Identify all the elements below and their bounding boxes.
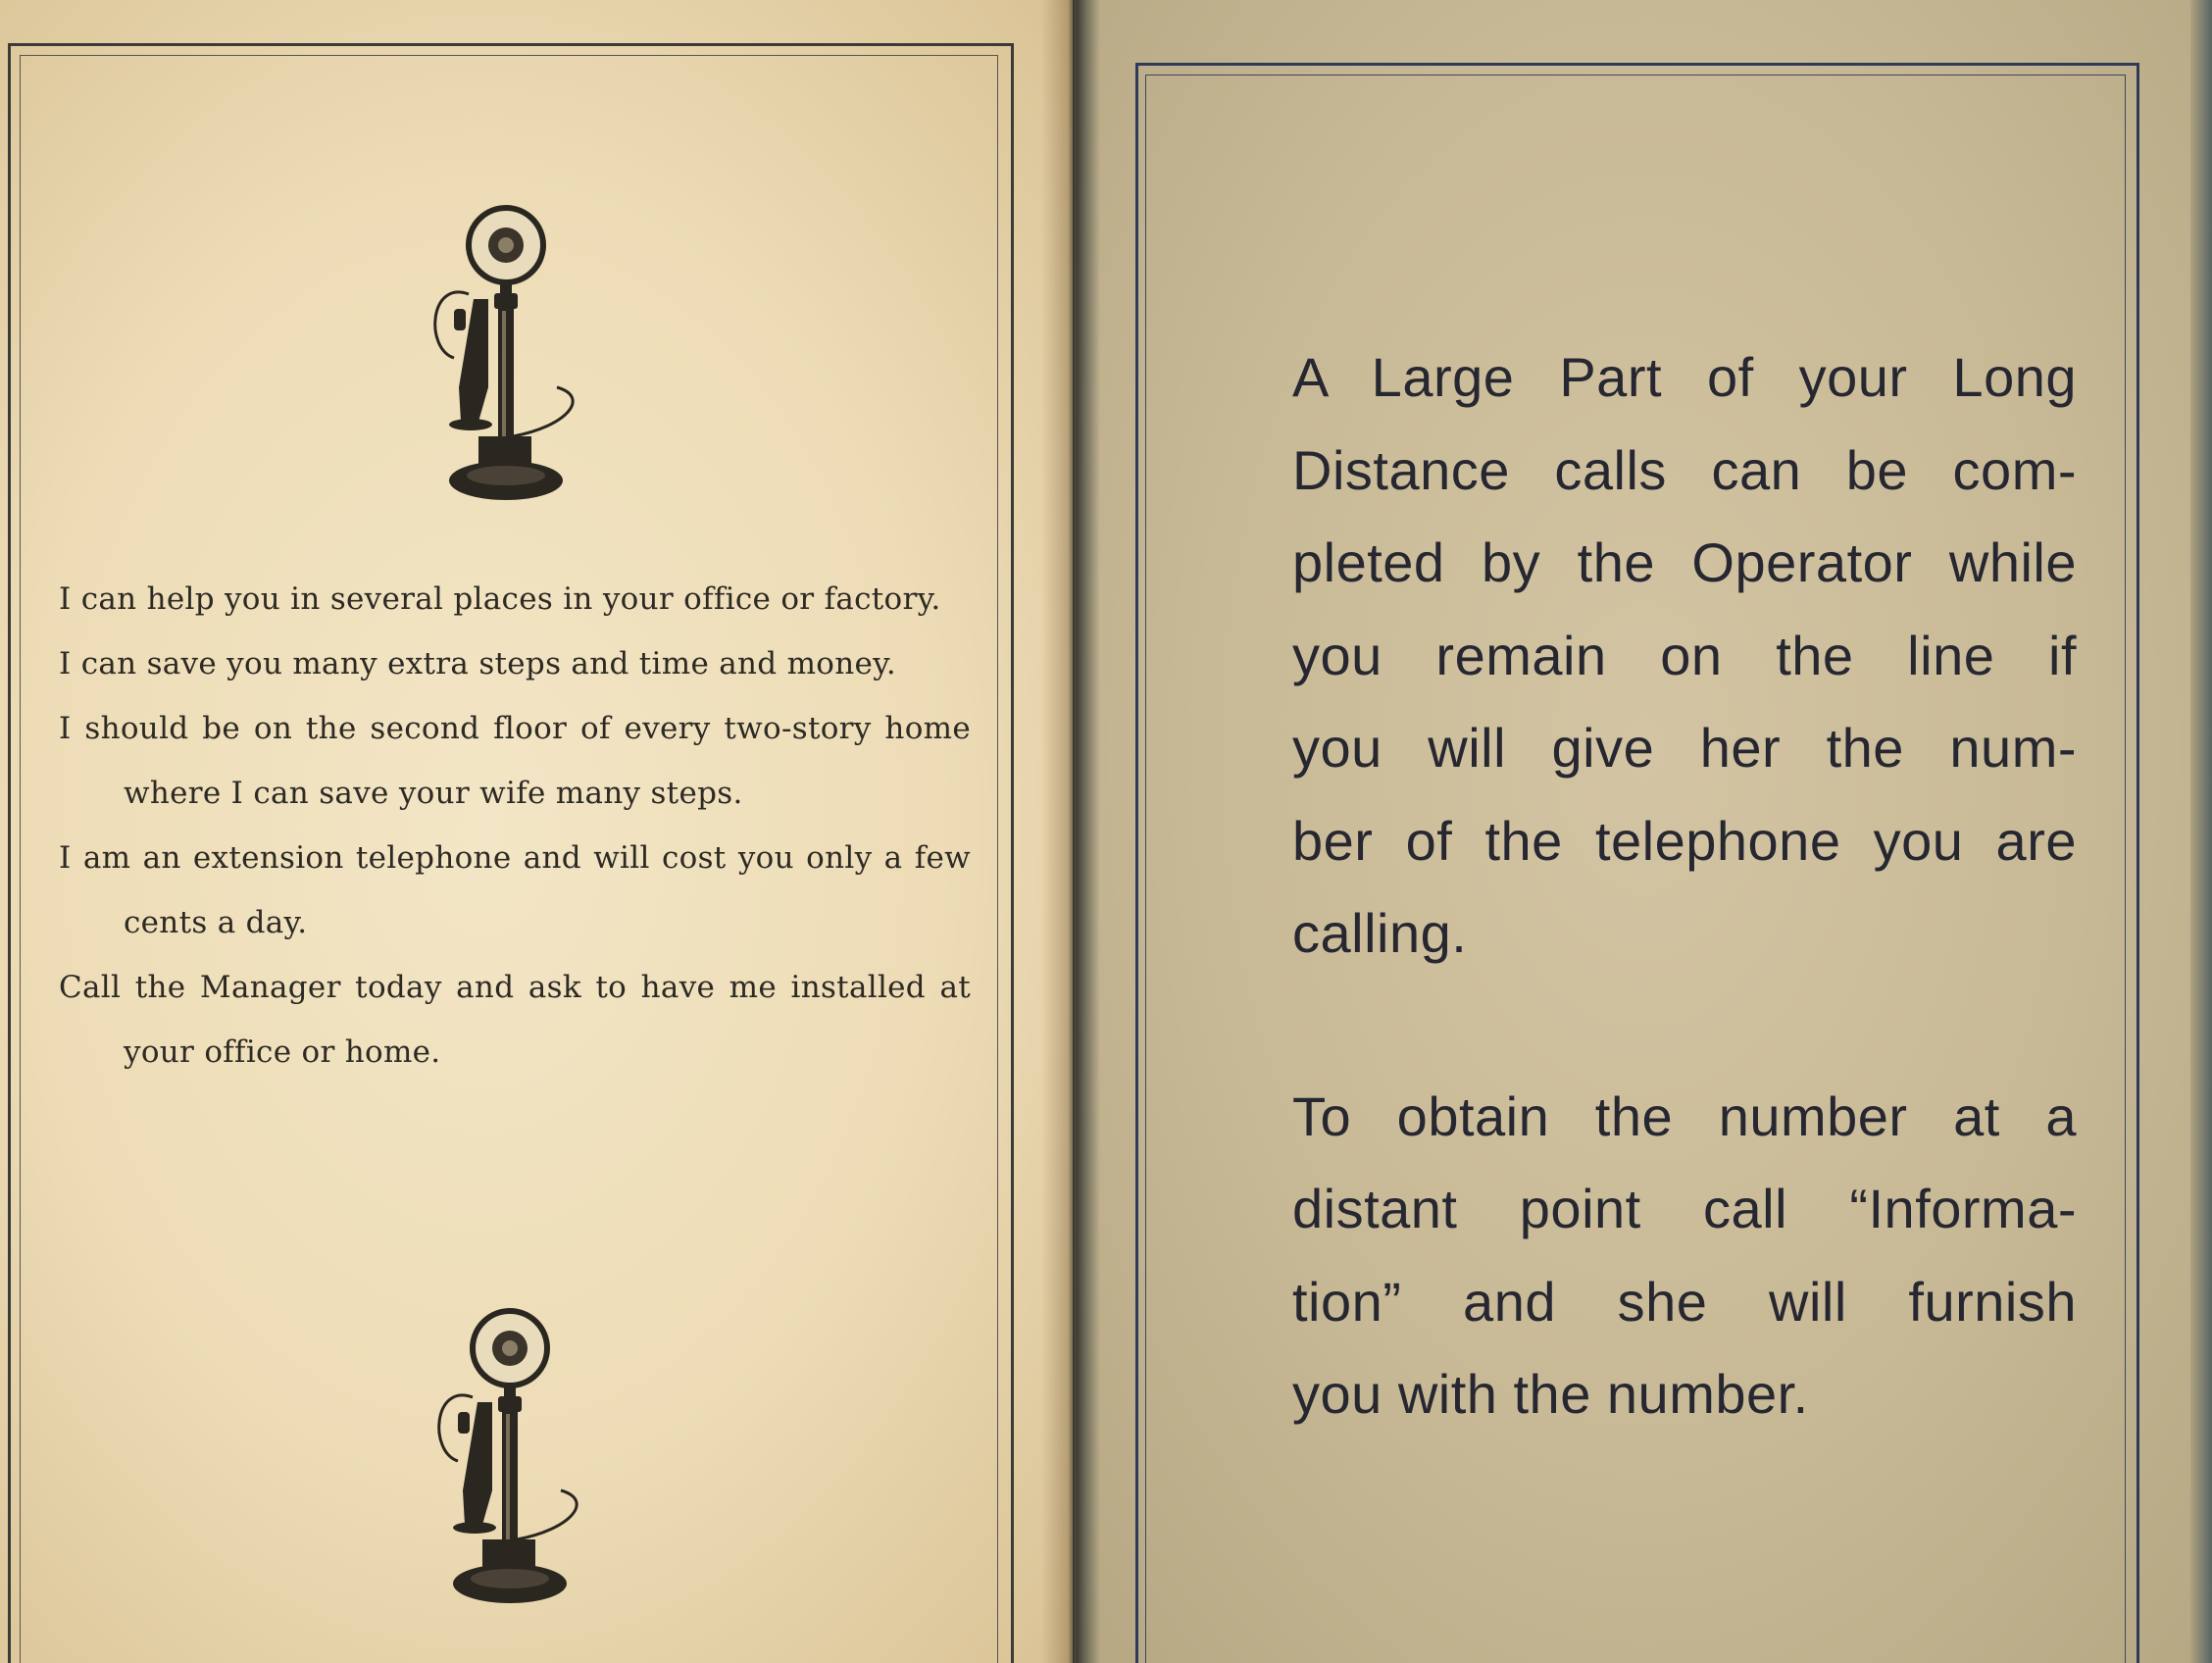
information-line: you with the number. xyxy=(1292,1363,1809,1425)
left-page xyxy=(0,0,1073,1663)
right-page-edge xyxy=(2190,0,2212,1663)
book-gutter xyxy=(1041,0,1100,1663)
long-distance-line: you will give her the num- xyxy=(1292,717,2077,779)
paragraph-help-places: I can help you in several places in your office or factory. xyxy=(59,581,941,617)
paragraph-extension-cost: I am an extension telephone and will cost you only a few cents a day. xyxy=(59,840,971,940)
long-distance-line: you remain on the line if xyxy=(1292,624,2077,686)
paragraph-second-floor: I should be on the second floor of every two-story home where I can save your wife many steps. xyxy=(59,711,971,811)
long-distance-line: A Large Part of your Long xyxy=(1292,346,2077,408)
information-line: tion” and she will furnish xyxy=(1292,1270,2077,1333)
candlestick-telephone-icon xyxy=(424,1304,600,1608)
right-page xyxy=(1075,0,2212,1663)
long-distance-line: pleted by the Operator while xyxy=(1292,531,2077,593)
paragraph-gap xyxy=(1292,981,2077,1071)
candlestick-telephone-icon xyxy=(420,201,596,505)
paragraph-call-manager: Call the Manager today and ask to have me installed at your office or home. xyxy=(59,970,971,1070)
right-page-text xyxy=(1292,331,2077,1441)
information-line: distant point call “Informa- xyxy=(1292,1178,2077,1239)
paragraph-save-steps: I can save you many extra steps and time and money. xyxy=(59,646,897,681)
left-page-text xyxy=(59,583,971,1101)
long-distance-line: Distance calls can be com- xyxy=(1292,438,2077,501)
long-distance-line: ber of the telephone you are xyxy=(1292,809,2077,872)
long-distance-line: calling. xyxy=(1292,902,1468,964)
information-line: To obtain the number at a xyxy=(1292,1084,2077,1147)
